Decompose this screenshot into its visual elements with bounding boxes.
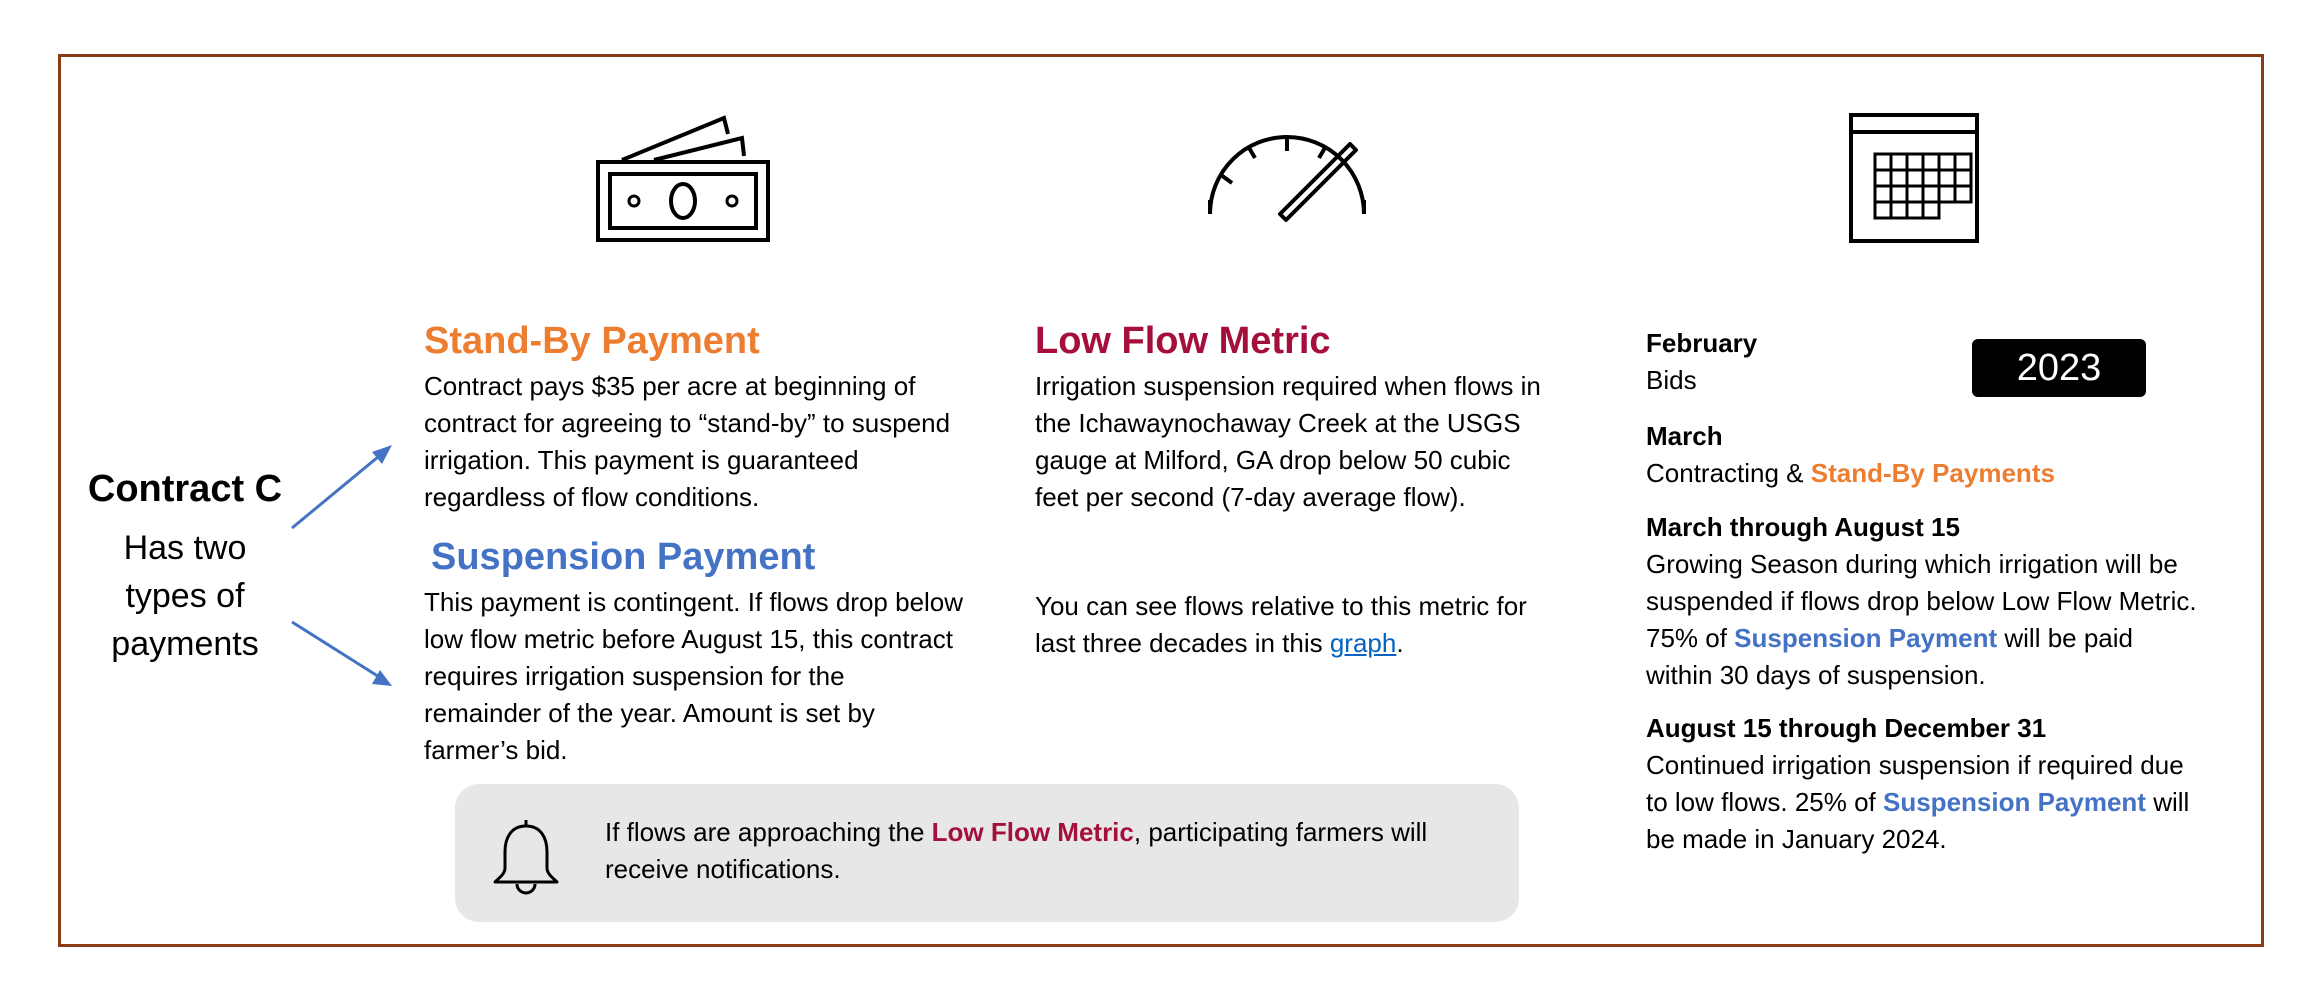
- timeline-body-text: Continued irrigation suspension if required due to low flows. 25% of: [1646, 750, 2184, 817]
- timeline-highlight: Stand-By Payments: [1810, 458, 2055, 488]
- timeline-body: [1646, 546, 2206, 694]
- notice-text-after: , participating farmers will receive notifications.: [605, 817, 1428, 884]
- timeline-title: February: [1646, 328, 1758, 358]
- timeline-late: [1646, 710, 2206, 858]
- timeline-body: [1646, 747, 2206, 858]
- standby-heading: Stand-By Payment: [424, 320, 760, 362]
- bell-icon: [491, 820, 561, 898]
- timeline-body: [1646, 455, 2206, 492]
- timeline-march: [1646, 418, 2206, 492]
- timeline-body: Bids: [1646, 365, 1697, 395]
- notification-text: [605, 814, 1485, 888]
- suspension-text: This payment is contingent. If flows drop below low flow metric before August 15, this contract requires irrigation suspension for the remainder of the year. Amount is set by farmer’s bid.: [424, 587, 964, 765]
- low-flow-heading: Low Flow Metric: [1035, 320, 1331, 362]
- graph-text-before: You can see flows relative to this metric for last three decades in this: [1035, 591, 1527, 658]
- timeline-title: August 15 through December 31: [1646, 713, 2047, 743]
- notice-highlight: Low Flow Metric: [931, 817, 1134, 847]
- calendar-icon: [1848, 112, 1982, 246]
- timeline-highlight: Suspension Payment: [1734, 623, 1998, 653]
- arrow-icon: [288, 440, 398, 536]
- timeline-highlight: Suspension Payment: [1883, 787, 2146, 817]
- suspension-heading: Suspension Payment: [431, 536, 816, 578]
- timeline-body-text: Growing Season during which irrigation will be suspended if flows drop below Low Flow Metric. 75% of: [1646, 549, 2197, 653]
- timeline-body-text: will be made in January 2024.: [1646, 787, 2190, 854]
- notification-banner: [455, 784, 1519, 922]
- year-badge: 2023: [1972, 339, 2146, 397]
- speedometer-icon: [1204, 124, 1370, 224]
- graph-link[interactable]: graph: [1329, 628, 1397, 658]
- timeline-title: March through August 15: [1646, 512, 1960, 542]
- timeline-february: [1646, 325, 2206, 399]
- contract-subtitle-line: payments: [111, 625, 259, 663]
- contract-subtitle-line: types of: [125, 577, 245, 615]
- contract-title: Contract C: [87, 468, 283, 510]
- low-flow-text: Irrigation suspension required when flows in the Ichawaynochaway Creek at the USGS gauge at Milford, GA drop below 50 cubic feet per second (7-day average flow).: [1035, 371, 1541, 512]
- notice-text-before: If flows are approaching the: [605, 817, 932, 847]
- contract-subtitle-line: Has two: [123, 529, 247, 567]
- low-flow-graph-text: [1035, 588, 1555, 662]
- arrow-icon: [288, 616, 398, 692]
- contract-subtitle: [80, 524, 290, 668]
- timeline-body-text: will be paid within 30 days of suspension.: [1646, 623, 2133, 690]
- timeline-body-text: Contracting &: [1646, 458, 1811, 488]
- timeline-season: [1646, 509, 2206, 694]
- timeline-title: March: [1646, 421, 1723, 451]
- graph-text-after: .: [1396, 628, 1404, 658]
- standby-text: Contract pays $35 per acre at beginning of contract for agreeing to “stand-by” to suspend irrigation. This payment is guaranteed regardless of flow conditions.: [424, 371, 951, 512]
- money-bill-icon: [592, 112, 776, 246]
